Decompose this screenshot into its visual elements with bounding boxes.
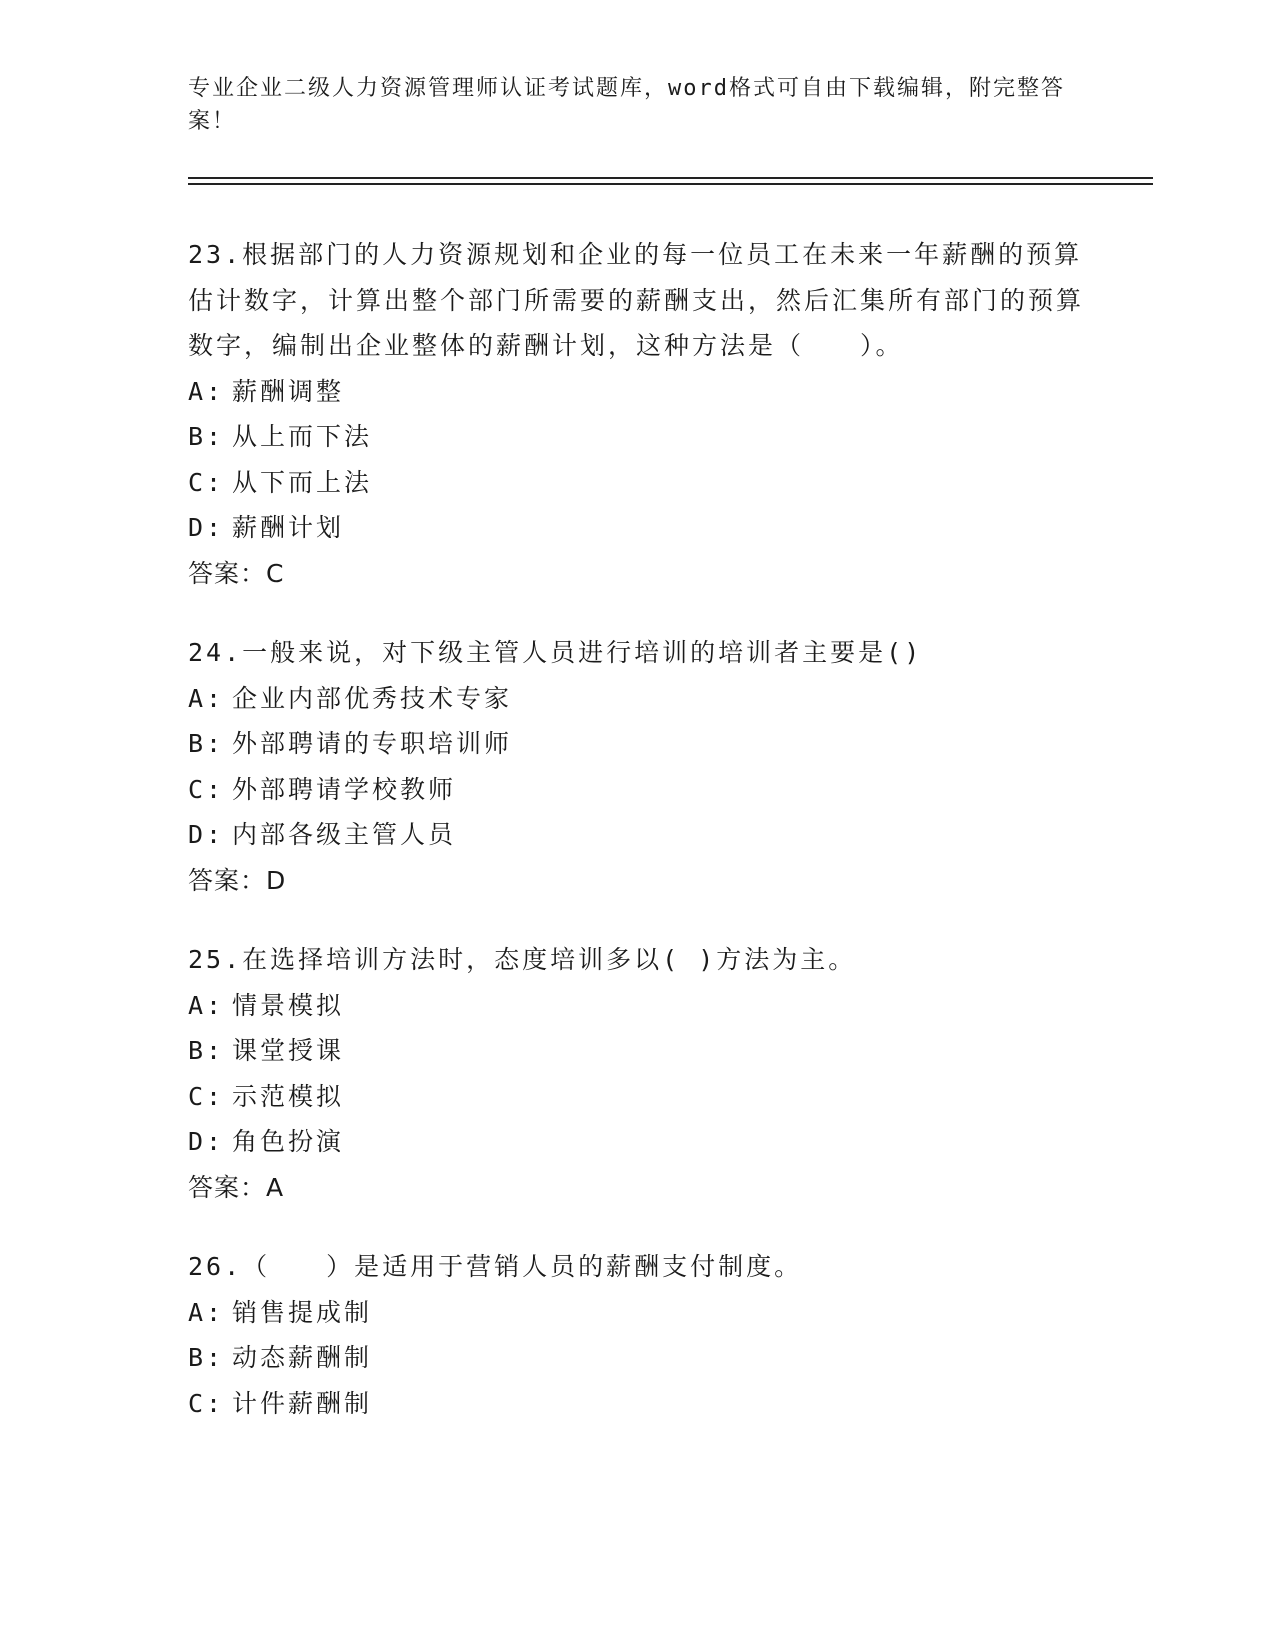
option-a <box>188 369 1088 415</box>
option-letter: D: <box>188 1127 225 1156</box>
option-text: 薪酬计划 <box>232 513 345 542</box>
option-letter: A: <box>188 1297 225 1327</box>
question-24 <box>188 630 1088 903</box>
option-text: 动态薪酬制 <box>232 1343 373 1372</box>
option-text: 示范模拟 <box>232 1081 345 1111</box>
option-letter: B: <box>188 422 225 451</box>
question-stem: 25.在选择培训方法时，态度培训多以( )方法为主。 <box>188 945 857 974</box>
option-letter: C: <box>188 774 225 804</box>
option-c <box>188 1074 1088 1120</box>
question-stem: 26.（ ）是适用于营销人员的薪酬支付制度。 <box>188 1252 803 1281</box>
option-text: 从上而下法 <box>232 422 373 451</box>
option-letter: B: <box>188 1036 225 1065</box>
option-a <box>188 676 1088 722</box>
option-letter: B: <box>188 1343 225 1372</box>
option-text: 计件薪酬制 <box>232 1388 373 1418</box>
option-d <box>188 812 1088 858</box>
document-header: 专业企业二级人力资源管理师认证考试题库，word格式可自由下载编辑，附完整答案！ <box>188 76 1065 134</box>
option-b <box>188 1028 1088 1074</box>
option-b <box>188 1335 1088 1381</box>
option-text: 外部聘请学校教师 <box>232 774 457 804</box>
question-25 <box>188 937 1088 1210</box>
option-letter: B: <box>188 729 225 758</box>
option-text: 课堂授课 <box>232 1036 345 1065</box>
question-list <box>188 232 1088 1460</box>
option-b <box>188 721 1088 767</box>
option-d <box>188 505 1088 551</box>
option-b <box>188 414 1088 460</box>
option-letter: C: <box>188 467 225 497</box>
option-letter: A: <box>188 683 225 713</box>
option-c <box>188 460 1088 506</box>
option-c <box>188 767 1088 813</box>
option-a <box>188 1290 1088 1336</box>
option-text: 企业内部优秀技术专家 <box>232 683 513 713</box>
option-c <box>188 1381 1088 1427</box>
option-text: 从下而上法 <box>232 467 373 497</box>
option-text: 情景模拟 <box>232 990 345 1020</box>
option-text: 销售提成制 <box>232 1297 373 1327</box>
answer-label: 答案：A <box>188 1172 285 1202</box>
question-26 <box>188 1244 1088 1426</box>
answer-label: 答案：D <box>188 865 287 895</box>
option-letter: C: <box>188 1081 225 1111</box>
option-text: 角色扮演 <box>232 1127 345 1156</box>
question-stem: 23.根据部门的人力资源规划和企业的每一位员工在未来一年薪酬的预算估计数字，计算出整个部门所需要的薪酬支出，然后汇集所有部门的预算数字，编制出企业整体的薪酬计划，这种方法是（ ）。 <box>188 240 1085 360</box>
header-divider-bottom <box>188 183 1153 185</box>
question-23 <box>188 232 1088 596</box>
answer-label: 答案：C <box>188 558 285 588</box>
option-text: 外部聘请的专职培训师 <box>232 729 513 758</box>
option-text: 内部各级主管人员 <box>232 820 457 849</box>
option-letter: A: <box>188 376 225 406</box>
option-letter: D: <box>188 513 225 542</box>
option-letter: A: <box>188 990 225 1020</box>
option-a <box>188 983 1088 1029</box>
option-d <box>188 1119 1088 1165</box>
option-letter: C: <box>188 1388 225 1418</box>
header-divider-top <box>188 177 1153 179</box>
question-stem: 24.一般来说，对下级主管人员进行培训的培训者主要是() <box>188 638 923 667</box>
option-text: 薪酬调整 <box>232 376 345 406</box>
option-letter: D: <box>188 820 225 849</box>
